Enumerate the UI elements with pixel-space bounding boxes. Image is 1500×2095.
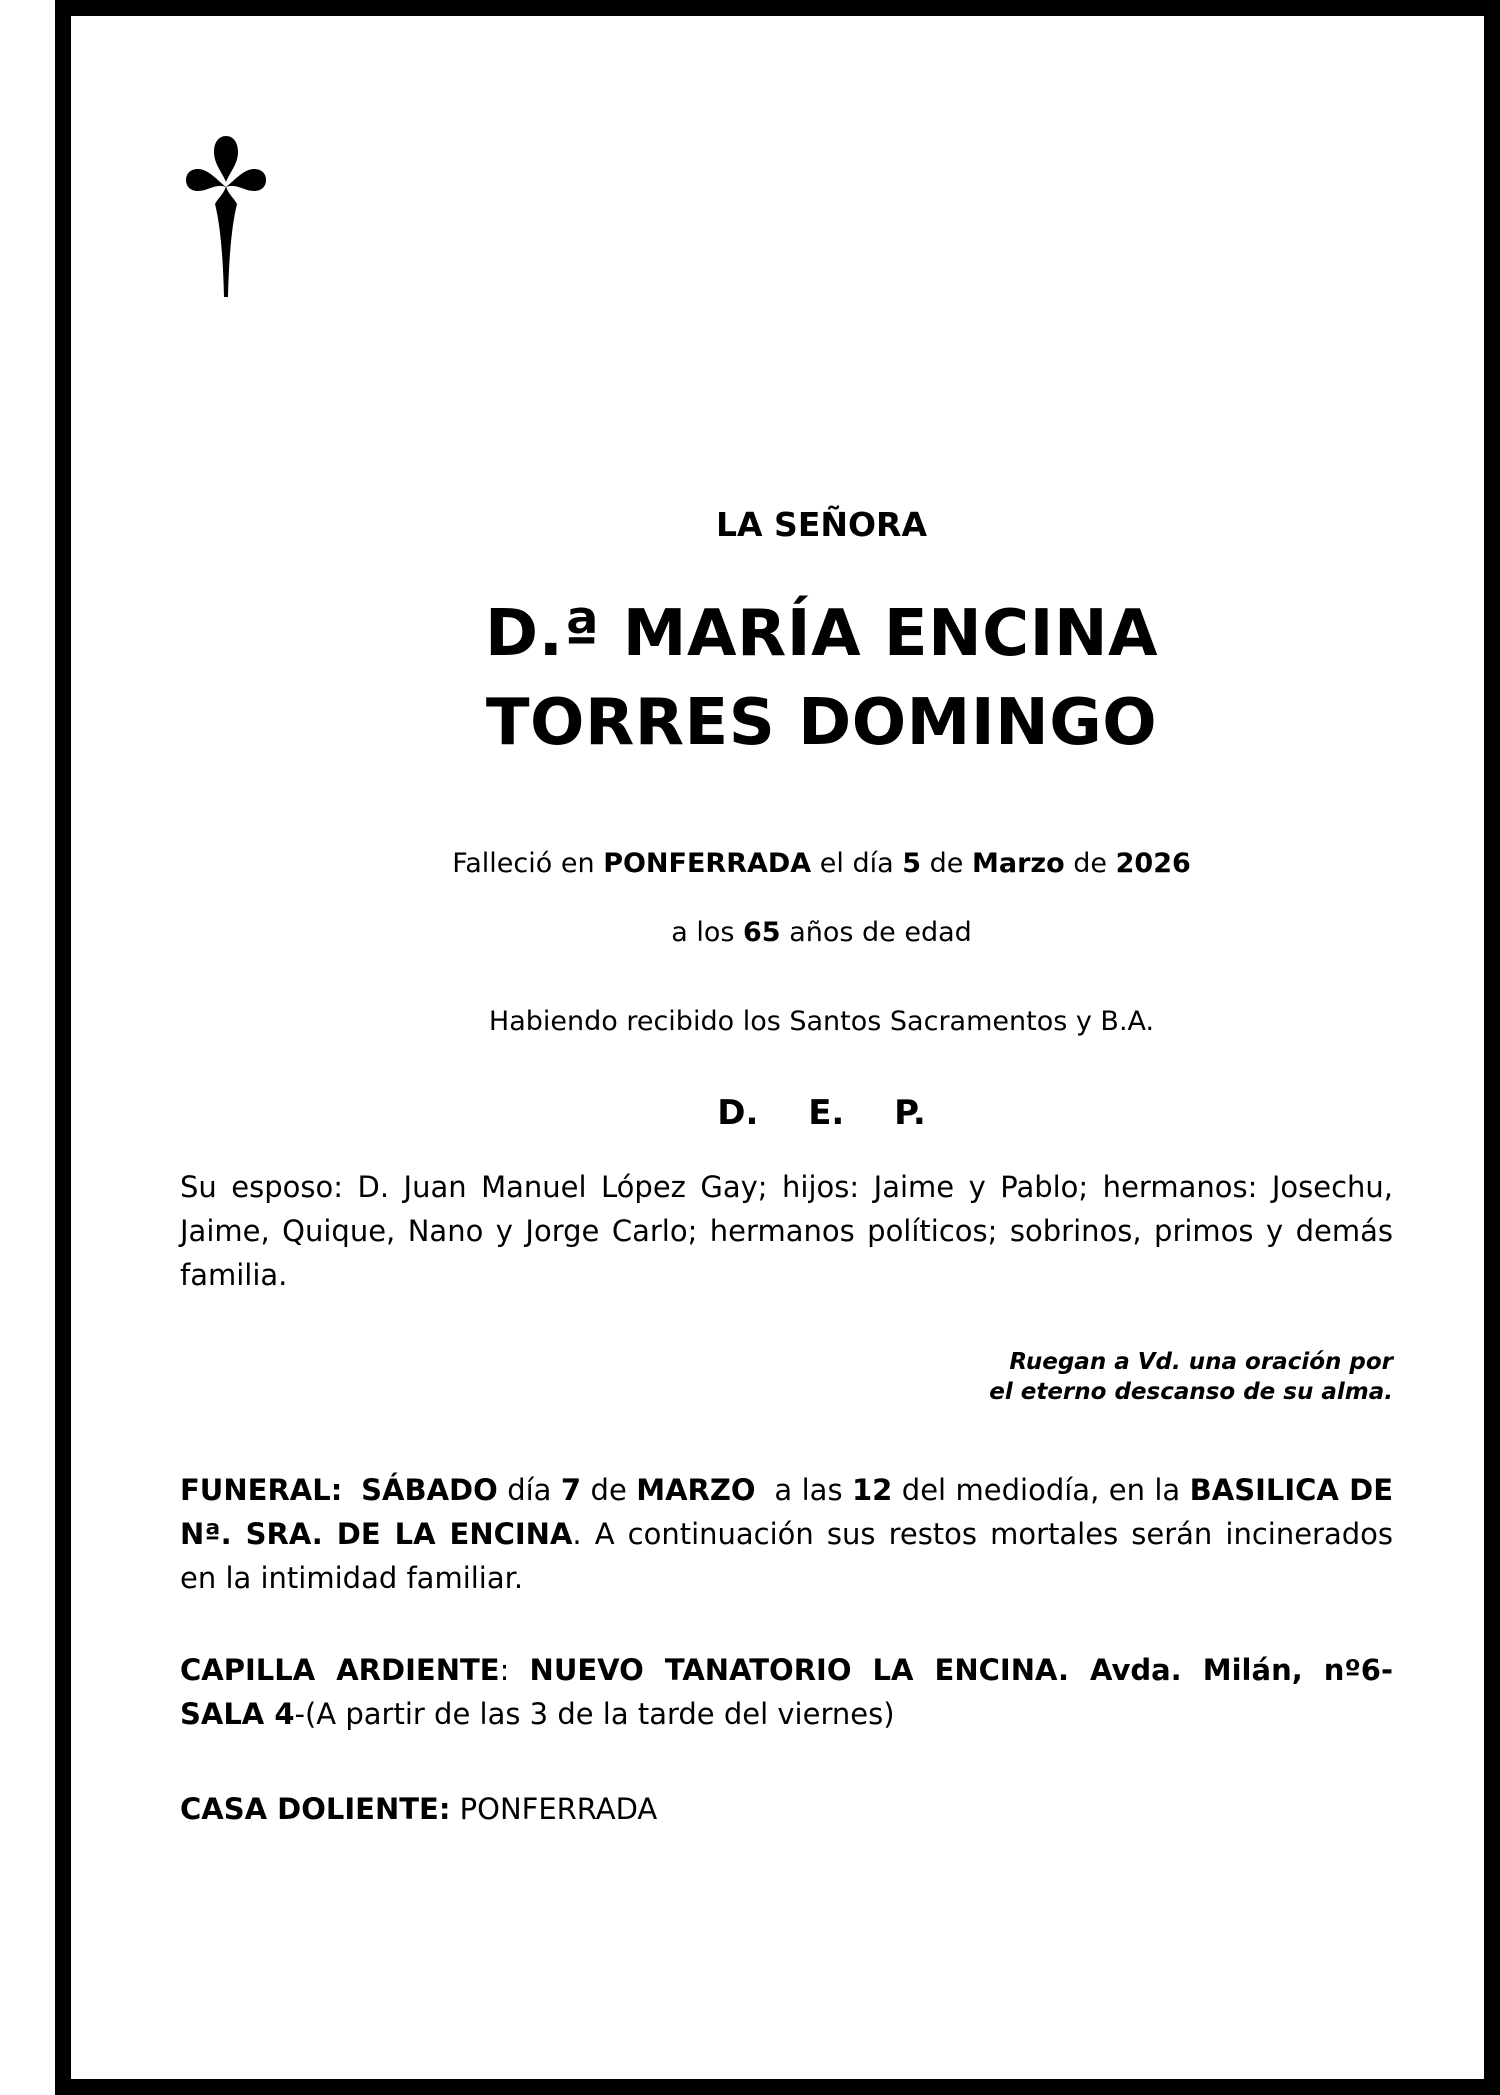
funeral-label: FUNERAL: bbox=[180, 1473, 343, 1507]
funeral-month: MARZO bbox=[636, 1473, 756, 1507]
chapel-label: CAPILLA ARDIENTE bbox=[180, 1653, 500, 1687]
cross-icon bbox=[186, 134, 266, 304]
dep-line: D. E. P. bbox=[717, 1093, 926, 1133]
funeral-church: BASILICA DE Nª. SRA. DE LA ENCINA bbox=[180, 1473, 1394, 1551]
prayer-request: Ruegan a Vd. una oración por el eterno descanso de su alma. bbox=[989, 1349, 1393, 1405]
funeral-day: 7 bbox=[560, 1473, 582, 1507]
page-border bbox=[55, 0, 1500, 2095]
death-place: PONFERRADA bbox=[603, 848, 812, 879]
funeral-weekday: SÁBADO bbox=[361, 1473, 498, 1507]
death-month: Marzo bbox=[972, 848, 1065, 879]
sacraments-line: Habiendo recibido los Santos Sacramentos y B.A. bbox=[488, 1006, 1155, 1037]
home-label: CASA DOLIENTE: bbox=[180, 1792, 451, 1826]
death-day: 5 bbox=[902, 848, 922, 879]
death-year: 2026 bbox=[1115, 848, 1191, 879]
deceased-name-line2: TORRES DOMINGO bbox=[485, 686, 1158, 760]
deceased-name bbox=[250, 590, 1393, 768]
age-value: 65 bbox=[743, 917, 781, 948]
funeral-paragraph: FUNERAL: SÁBADO día 7 de MARZO a las 12 del mediodía, en la BASILICA DE Nª. SRA. DE LA ENCINA. A continuación sus restos mortales serán incinerados en la intimidad familiar. bbox=[180, 1473, 1394, 1595]
title-la-senora: LA SEÑORA bbox=[716, 505, 927, 544]
death-date-line: Falleció en PONFERRADA el día 5 de Marzo de 2026 bbox=[452, 848, 1191, 879]
funeral-hour: 12 bbox=[852, 1473, 893, 1507]
age-line: a los 65 años de edad bbox=[671, 917, 972, 948]
home-place: PONFERRADA bbox=[459, 1792, 658, 1826]
family-paragraph: Su esposo: D. Juan Manuel López Gay; hijos: Jaime y Pablo; hermanos: Josechu, Jaime, Quique, Nano y Jorge Carlo; hermanos políticos; sobrinos, primos y demás familia. bbox=[180, 1170, 1393, 1292]
chapel-place: NUEVO TANATORIO LA ENCINA. Avda. Milán, nº6- SALA 4 bbox=[180, 1653, 1394, 1731]
home-line bbox=[180, 1787, 1393, 1831]
chapel-note: -(A partir de las 3 de la tarde del viernes) bbox=[294, 1697, 895, 1731]
chapel-paragraph: CAPILLA ARDIENTE: NUEVO TANATORIO LA ENCINA. Avda. Milán, nº6- SALA 4-(A partir de las 3 de la tarde del viernes) bbox=[180, 1653, 1394, 1731]
deceased-name-line1: D.ª MARÍA ENCINA bbox=[484, 597, 1159, 671]
